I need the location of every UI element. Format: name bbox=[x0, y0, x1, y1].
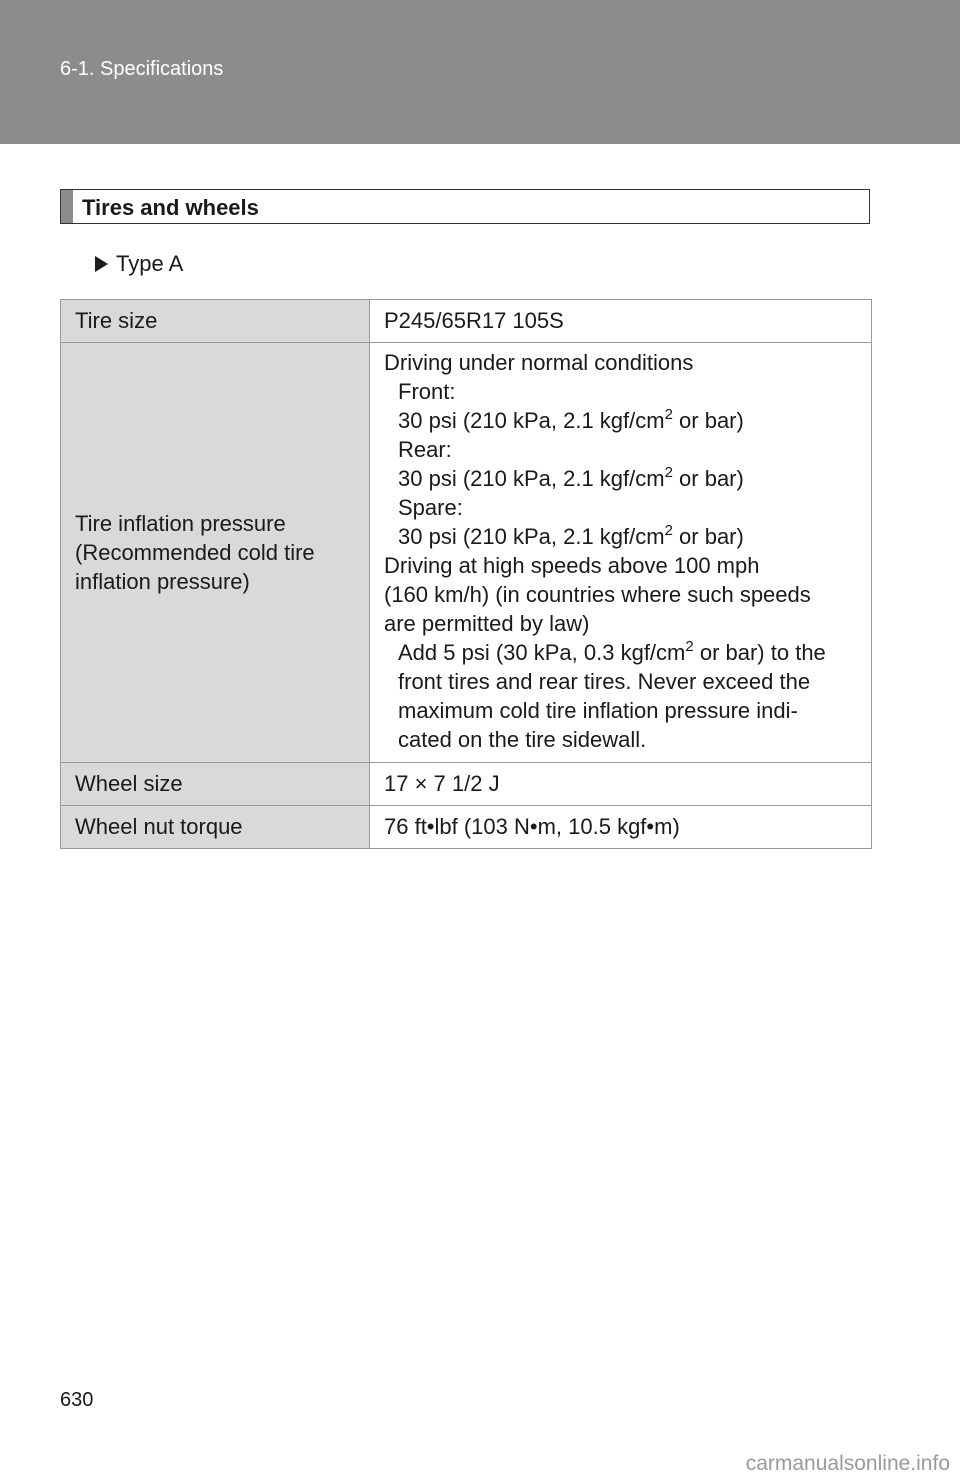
title-accent-bar bbox=[61, 190, 73, 223]
front-label: Front: bbox=[398, 379, 456, 404]
table-row bbox=[61, 806, 872, 849]
section-label: 6-1. Specifications bbox=[60, 58, 224, 80]
type-heading bbox=[95, 251, 183, 277]
normal-heading: Driving under normal conditions bbox=[384, 350, 694, 375]
add-pressure-line: cated on the tire sidewall. bbox=[398, 727, 647, 752]
rear-label: Rear: bbox=[398, 437, 452, 462]
wheel-size-label: Wheel size bbox=[61, 763, 370, 806]
watermark: carmanualsonline.info bbox=[745, 1452, 950, 1475]
section-title-box bbox=[60, 189, 870, 224]
rear-value: 30 psi (210 kPa, 2.1 kgf/$cm^2$ or bar) bbox=[398, 464, 744, 491]
page-header bbox=[0, 0, 960, 144]
inflation-label bbox=[61, 343, 370, 763]
inflation-label-line: Tire inflation pressure bbox=[75, 511, 286, 536]
triangle-arrow-icon bbox=[95, 256, 108, 272]
table-row bbox=[61, 343, 872, 763]
high-speed-line: are permitted by law) bbox=[384, 611, 590, 636]
wheel-size-value: 17 × 7 1/2 J bbox=[370, 763, 872, 806]
spare-value: 30 psi (210 kPa, 2.1 kgf/$cm^2$ or bar) bbox=[398, 522, 744, 549]
add-pressure-line: maximum cold tire inflation pressure indi- bbox=[398, 698, 798, 723]
tire-size-label: Tire size bbox=[61, 300, 370, 343]
high-speed-line: Driving at high speeds above 100 mph bbox=[384, 553, 760, 578]
tire-size-value: P245/65R17 105S bbox=[370, 300, 872, 343]
add-pressure-line: Add 5 psi (30 kPa, 0.3 kgf/$cm^2$ or bar) to the bbox=[398, 638, 826, 665]
front-value: 30 psi (210 kPa, 2.1 kgf/$cm^2$ or bar) bbox=[398, 406, 744, 433]
page-number: 630 bbox=[60, 1389, 94, 1411]
add-pressure-line: front tires and rear tires. Never exceed the bbox=[398, 669, 811, 694]
section-title: Tires and wheels bbox=[82, 195, 259, 220]
wheel-nut-torque-value: 76 ft•lbf (103 N•m, 10.5 kgf•m) bbox=[370, 806, 872, 849]
table-row bbox=[61, 763, 872, 806]
inflation-label-line: inflation pressure) bbox=[75, 569, 250, 594]
table-row bbox=[61, 300, 872, 343]
inflation-value bbox=[370, 343, 872, 763]
spare-label: Spare: bbox=[398, 495, 463, 520]
type-label: Type A bbox=[116, 251, 184, 276]
specification-table bbox=[60, 299, 872, 849]
inflation-label-line: (Recommended cold tire bbox=[75, 540, 315, 565]
high-speed-line: (160 km/h) (in countries where such speeds bbox=[384, 582, 811, 607]
wheel-nut-torque-label: Wheel nut torque bbox=[61, 806, 370, 849]
